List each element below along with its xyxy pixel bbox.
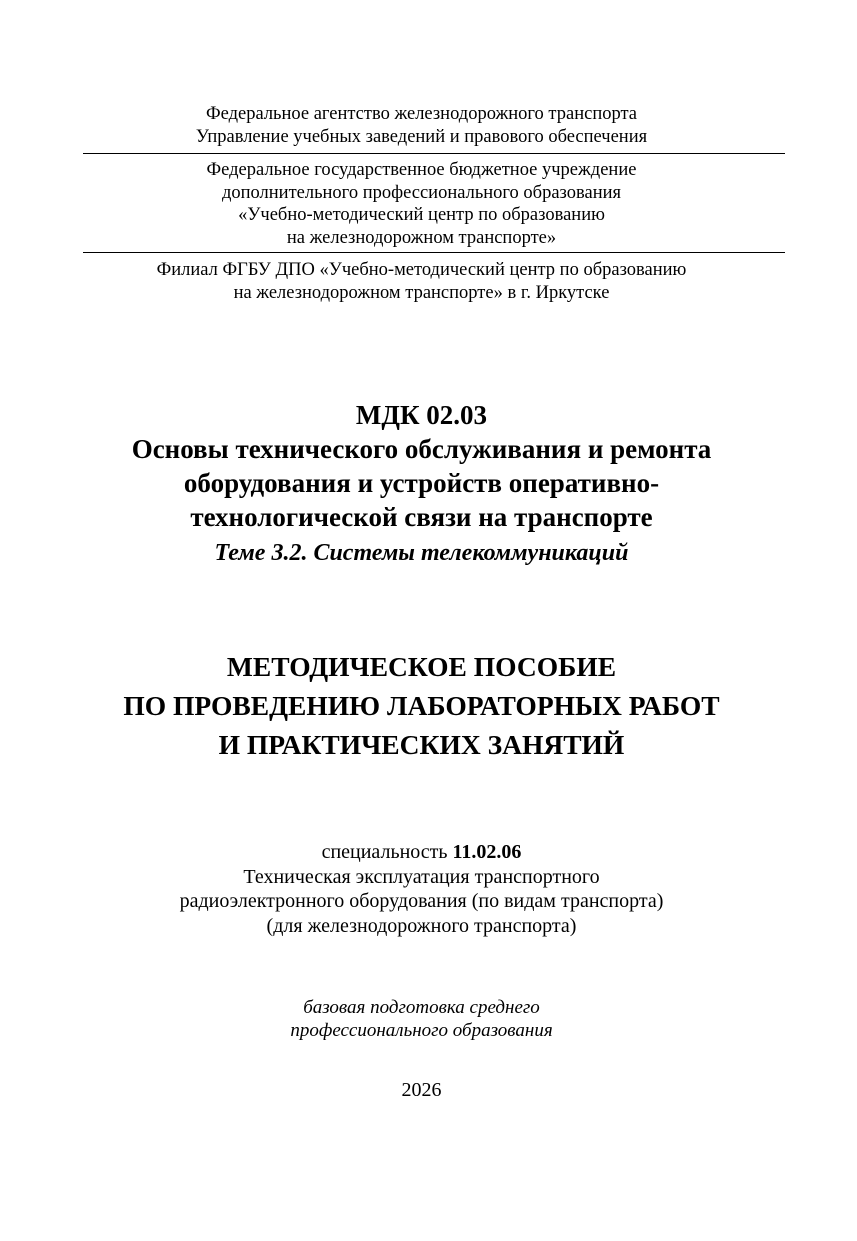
branch-block (0, 259, 843, 304)
training-level (0, 996, 843, 1042)
module-title-line: Основы технического обслуживания и ремонта (131, 434, 712, 464)
institution-line: «Учебно-методический центр по образованию (238, 205, 605, 225)
agency-line: Федеральное агентство железнодорожного транспорта (205, 104, 637, 124)
document-title-line: ПО ПРОВЕДЕНИЮ ЛАБОРАТОРНЫХ РАБОТ (123, 690, 720, 721)
branch-line: на железнодорожном транспорте» в г. Иркутске (233, 282, 610, 303)
year-text: 2026 (401, 1079, 442, 1101)
training-level-line: профессионального образования (290, 1020, 553, 1041)
document-title-line: МЕТОДИЧЕСКОЕ ПОСОБИЕ (226, 651, 617, 682)
specialty-line: (для железнодорожного транспорта) (266, 914, 577, 937)
divider-line (83, 153, 785, 154)
module-topic: Теме 3.2. Системы телекоммуникаций (214, 540, 629, 566)
specialty-line: радиоэлектронного оборудования (по видам транспорта) (179, 890, 664, 912)
agency-block (0, 103, 843, 148)
institution-block (0, 159, 843, 249)
module-code: МДК 02.03 (355, 400, 488, 430)
specialty-block (0, 840, 843, 938)
specialty-header (0, 840, 843, 865)
document-title (0, 647, 843, 764)
module-title-line: технологической связи на транспорте (190, 502, 653, 532)
branch-line: Филиал ФГБУ ДПО «Учебно-методический центр по образованию (156, 260, 687, 280)
specialty-code: 11.02.06 (452, 841, 522, 863)
divider-line (83, 252, 785, 253)
agency-line: Управление учебных заведений и правового обеспечения (195, 126, 648, 147)
institution-line: Федеральное государственное бюджетное учреждение (206, 160, 637, 180)
institution-line: дополнительного профессионального образования (221, 182, 622, 203)
specialty-line: Техническая эксплуатация транспортного (243, 865, 600, 888)
institution-line: на железнодорожном транспорте» (286, 227, 557, 248)
module-title-line: оборудования и устройств оперативно- (183, 468, 660, 498)
training-level-line: базовая подготовка среднего (303, 997, 540, 1018)
year (0, 1078, 843, 1102)
specialty-label: специальность (321, 841, 453, 863)
module-block (0, 398, 843, 570)
document-title-line: И ПРАКТИЧЕСКИХ ЗАНЯТИЙ (218, 729, 625, 760)
